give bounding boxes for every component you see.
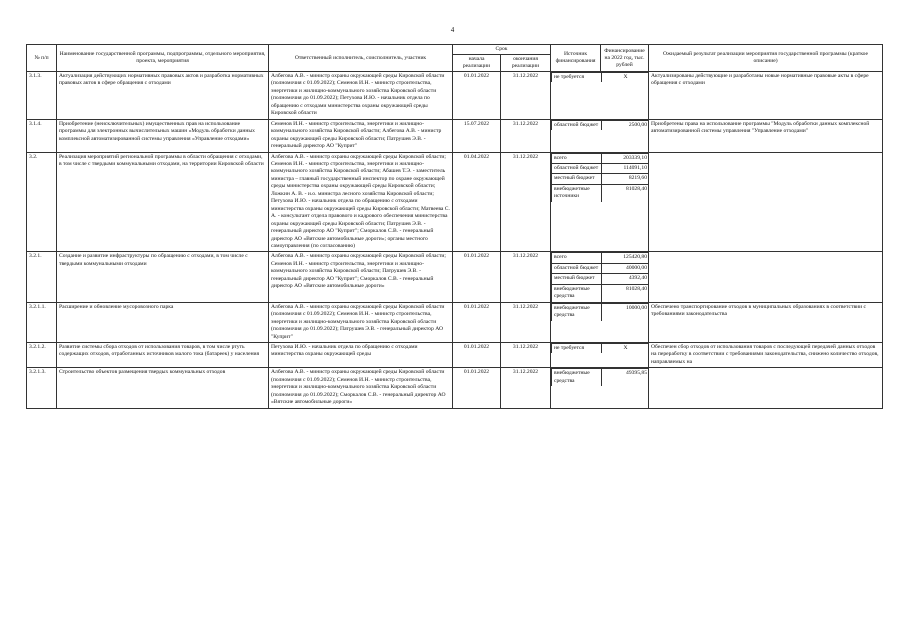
row-number: 3.2.1.3. (27, 368, 57, 408)
funding-breakdown (551, 252, 649, 301)
funding-line (552, 163, 649, 173)
funding-source: областной бюджет (552, 163, 602, 173)
funding-amount: Х (602, 73, 649, 83)
header-num: № п/п (27, 45, 57, 72)
funding-source: всего (552, 253, 602, 263)
header-term-start: начала реализации (453, 55, 501, 72)
table-row (27, 302, 883, 342)
program-measures-table (26, 44, 883, 409)
row-result (649, 368, 883, 408)
funding-breakdown (551, 368, 649, 386)
funding-amount: 81028,40 (602, 284, 649, 301)
table-row (27, 152, 883, 252)
row-name: Расширение и обновление мусоровозного парка (57, 302, 269, 342)
row-start-date: 01.01.2022 (453, 342, 501, 367)
funding-source: не требуется (552, 73, 602, 83)
table-row (27, 368, 883, 408)
funding-line (552, 369, 649, 386)
funding-source: внебюджетные средства (552, 303, 602, 320)
row-name: Строительство объектов размещения твердых коммунальных отходов (57, 368, 269, 408)
row-name: Актуализация действующих нормативных правовых актов и разработка нормативных правовых актов в сфере обращения с отходами (57, 72, 269, 120)
row-result (649, 252, 883, 302)
row-start-date: 01.01.2022 (453, 72, 501, 120)
row-start-date: 01.04.2022 (453, 152, 501, 252)
header-term-end: окончания реализации (501, 55, 551, 72)
row-name: Реализация мероприятий региональной программы в области обращения с отходами, в том числе с твердыми коммунальными отходами, на территории Кировской области (57, 152, 269, 252)
row-end-date: 31.12.2022 (501, 152, 551, 252)
row-number: 3.1.4. (27, 119, 57, 152)
row-number: 3.1.3. (27, 72, 57, 120)
header-funding: Финансирование на 2022 год, тыс. рублей (601, 45, 649, 72)
row-end-date: 31.12.2022 (501, 119, 551, 152)
funding-source: не требуется (552, 343, 602, 353)
table-row (27, 119, 883, 152)
funding-line (552, 263, 649, 273)
funding-line (552, 343, 649, 353)
funding-amount: 2500,00 (602, 120, 649, 130)
row-sources (551, 368, 649, 408)
funding-source: внебюджетные источники (552, 184, 602, 201)
row-sources (551, 252, 649, 302)
row-sources (551, 342, 649, 367)
funding-amount: 10000,00 (602, 303, 649, 320)
funding-amount: 4392,40 (602, 274, 649, 284)
row-executor: Албегова А.В. - министр охраны окружающей среды Кировской области; Семенов И.Н. - министр строительства, энергетики и жилищно-коммунального хозяйства Кировской области; Патрушев Э.В. - генеральный директор АО "Куприт"; Сморкалов С.В. - генеральный директор АО «Вятские автомобильные дороги» (269, 252, 453, 302)
funding-line (552, 73, 649, 83)
row-executor: Албегова А.В. - министр охраны окружающей среды Кировской области; Семенов И.Н. - министр строительства, энергетики и жилищно-коммунального хозяйства Кировской области; Абашев Т.Э. - заместитель министра – главный государственный инспектор по охране окружающей среды министерства охраны окружающей среды Кировской области; Ложкин А. В. - и.о. министра лесного хозяйства Кировской области; Петухова И.Ю. - начальник отдела по обращению с отходами министерства охраны окружающей среды Кировской области; Матвеева С. А. - консультант отдела правового и кадрового обеспечения министерства охраны окружающей среды Кировской области; Патрушев Э.В. - генеральный директор АО "Куприт"; Сморкалов С.В. - генеральный директор АО «Вятские автомобильные дороги»; органы местного самоуправления (по согласованию) (269, 152, 453, 252)
row-sources (551, 119, 649, 152)
row-sources (551, 152, 649, 252)
funding-breakdown (551, 303, 649, 321)
funding-line (552, 253, 649, 263)
funding-breakdown (551, 120, 649, 130)
funding-line (552, 303, 649, 320)
header-name: Наименование государственной программы, подпрограммы, отдельного мероприятия, проекта, мероприятия (57, 45, 269, 72)
row-executor: Семенов И.Н. - министр строительства, энергетики и жилищно-коммунального хозяйства Кировской области; Албегова А.В. - министр охраны окружающей среды Кировской области; Патрушев Э.В. - генеральный директор АО "Куприт" (269, 119, 453, 152)
row-start-date: 01.01.2022 (453, 302, 501, 342)
row-start-date: 01.01.2022 (453, 368, 501, 408)
row-start-date: 15.07.2022 (453, 119, 501, 152)
header-result: Ожидаемый результат реализации мероприятия государственной программы (краткое описание) (649, 45, 883, 72)
funding-line (552, 274, 649, 284)
row-name: Развитие системы сбора отходов от использования товаров, в том числе ртуть содержащих отходов, отработанных источников малого тока (батареек) у населения (57, 342, 269, 367)
row-result (649, 152, 883, 252)
funding-amount: 203339,10 (602, 153, 649, 163)
funding-line (552, 153, 649, 163)
row-name: Приобретение (неисключительных) имущественных прав на использование программы для электронных вычислительных машин «Модуль обработки данных комплексной автоматизированной системы управления «Управление отходами» (57, 119, 269, 152)
row-sources (551, 302, 649, 342)
row-executor: Албегова А.В. - министр охраны окружающей среды Кировской области (полномочия с 01.09.2022); Семенов И.Н. - министр строительства, энергетики и жилищно-коммунального хозяйства Кировской области (полномочия до 01.09.2022); Патрушев Э.В. - генеральный директор АО "Куприт" (269, 302, 453, 342)
row-number: 3.2.1. (27, 252, 57, 302)
funding-amount: 8219,60 (602, 174, 649, 184)
row-end-date: 31.12.2022 (501, 252, 551, 302)
funding-source: внебюджетные средства (552, 369, 602, 386)
header-term: Срок (453, 45, 551, 55)
row-number: 3.2. (27, 152, 57, 252)
row-end-date: 31.12.2022 (501, 72, 551, 120)
funding-line (552, 184, 649, 201)
row-end-date: 31.12.2022 (501, 342, 551, 367)
funding-source: всего (552, 153, 602, 163)
funding-breakdown (551, 72, 649, 82)
funding-source: областной бюджет (552, 263, 602, 273)
row-executor: Албегова А.В. - министр охраны окружающей среды Кировской области (полномочия с 01.09.2022); Семенов И.Н. - министр строительства, энергетики и жилищно-коммунального хозяйства Кировской области (полномочия до 01.09.2022); Сморкалов С.В. - генеральный директор АО «Вятские автомобильные дороги» (269, 368, 453, 408)
row-executor: Петухова И.Ю. - начальник отдела по обращению с отходами министерства охраны окружающей среды (269, 342, 453, 367)
funding-amount: 125420,80 (602, 253, 649, 263)
table-row (27, 252, 883, 302)
row-end-date: 31.12.2022 (501, 302, 551, 342)
header-row (27, 45, 883, 55)
funding-source: внебюджетные средства (552, 284, 602, 301)
row-result: Приобретены права на использование программы "Модуль обработки данных комплексной автоматизированной системы управления "Управление отходами" (649, 119, 883, 152)
row-result: Актуализированы действующие и разработаны новые нормативные правовые акты в сфере обращения с отходами (649, 72, 883, 120)
table-row (27, 72, 883, 120)
funding-amount: 81028,40 (602, 184, 649, 201)
funding-amount: 40000,00 (602, 263, 649, 273)
funding-source: местный бюджет (552, 274, 602, 284)
funding-source: местный бюджет (552, 174, 602, 184)
table-row (27, 342, 883, 367)
row-name: Создание и развитие инфраструктуры по обращению с отходами, в том числе с твердыми коммунальными отходами (57, 252, 269, 302)
funding-breakdown (551, 153, 649, 202)
row-number: 3.2.1.1. (27, 302, 57, 342)
funding-line (552, 174, 649, 184)
row-number: 3.2.1.2. (27, 342, 57, 367)
row-sources (551, 72, 649, 120)
header-executor: Ответственный исполнитель, соисполнитель, участник (269, 45, 453, 72)
funding-line (552, 120, 649, 130)
funding-amount: Х (602, 343, 649, 353)
page-number: 4 (450, 26, 455, 34)
row-start-date: 01.01.2022 (453, 252, 501, 302)
funding-amount: 114091,10 (602, 163, 649, 173)
funding-amount: 49395,85 (602, 369, 649, 386)
header-source: Источник финансирования (551, 45, 601, 72)
row-executor: Албегова А.В. - министр охраны окружающей среды Кировской области (полномочия с 01.09.2022); Семенов И.Н. - министр строительства, энергетики и жилищно-коммунального хозяйства Кировской области (полномочия до 01.09.2022); Петухова И.Ю. - начальник отдела по обращению с отходами министерства охраны окружающей среды Кировской области (269, 72, 453, 120)
row-end-date: 31.12.2022 (501, 368, 551, 408)
funding-breakdown (551, 343, 649, 353)
funding-source: областной бюджет (552, 120, 602, 130)
row-result: Обеспечено транспортирование отходов в муниципальных образованиях в соответствии с требованиями законодательства (649, 302, 883, 342)
row-result: Обеспечен сбор отходов от использования товаров с последующей передачей данных отходов на переработку в соответствии с требованиями законодательства, снижено количество отходов, направляемых на (649, 342, 883, 367)
funding-line (552, 284, 649, 301)
